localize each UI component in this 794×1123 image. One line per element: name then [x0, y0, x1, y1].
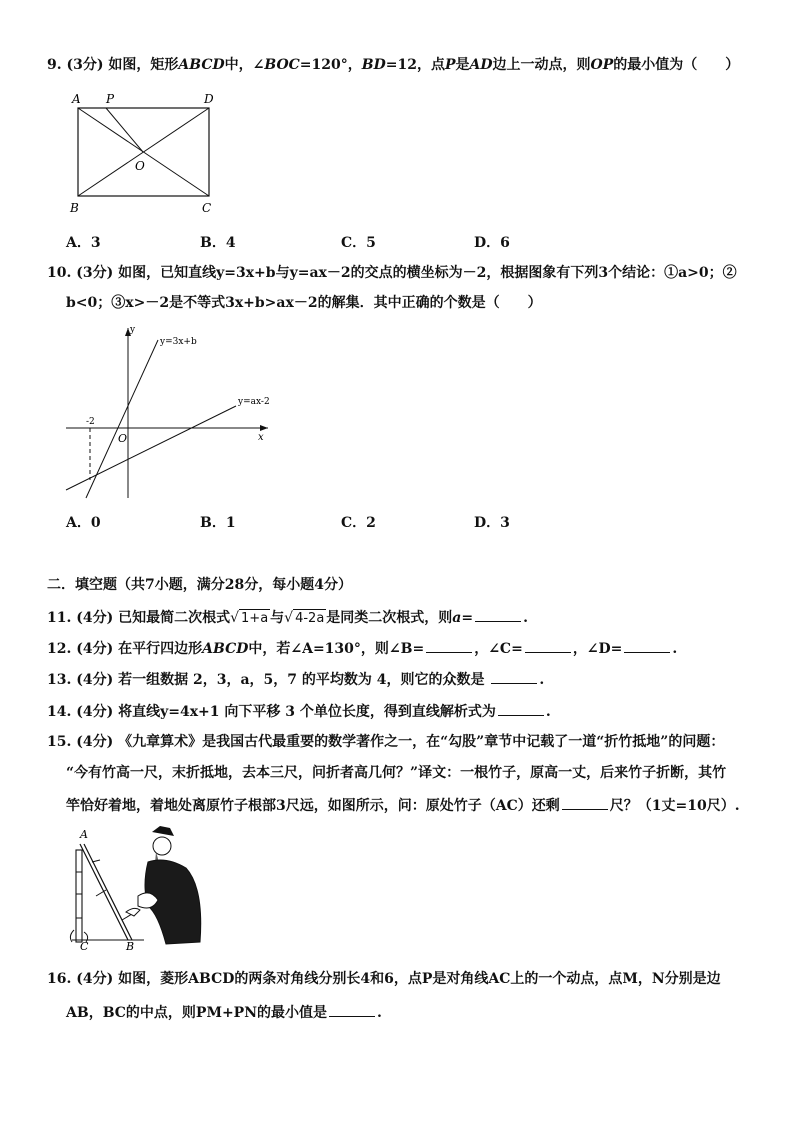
q10-line1: 如图，已知直线y=3x+b与y=ax－2的交点的横坐标为－2，根据图象有下列3个结论：①a>0；②: [118, 265, 737, 281]
radical-sign-icon: √: [284, 610, 294, 626]
choice-b[interactable]: B．1: [200, 515, 236, 531]
linear-graph-figure: [62, 322, 282, 507]
q9-text: 如图，矩形: [108, 57, 179, 73]
q10-line2: b<0；③x>－2是不等式3x+b>ax－2的解集．其中正确的个数是（ ）: [66, 295, 542, 311]
bamboo-stalk: [76, 850, 82, 942]
question-11: [47, 607, 528, 628]
question-14: [47, 701, 551, 721]
question-score: (4分): [76, 704, 114, 720]
origin-label: O: [118, 432, 128, 445]
q12-var: ABCD: [202, 641, 249, 657]
section-title: [47, 576, 352, 594]
choice-b[interactable]: B．4: [200, 235, 236, 251]
q11-text: 是同类二次根式，则: [326, 610, 453, 626]
question-number: 14.: [47, 704, 72, 720]
y-axis-label: y: [130, 325, 136, 335]
choice-c[interactable]: C．5: [341, 235, 376, 251]
q12-text: 在平行四边形: [118, 641, 203, 657]
question-number: 16.: [47, 971, 72, 987]
q15-line2: “今有竹高一尺，末折抵地，去本三尺，问折者高几何？”译文：一根竹子，原高一丈，后来竹子折断，其竹: [66, 765, 727, 781]
rectangle-figure: [62, 88, 232, 218]
line1-label: y=3x+b: [160, 337, 197, 347]
bamboo-broken-part: [80, 844, 128, 940]
q11-text: =: [461, 610, 474, 626]
q11-var: a: [452, 610, 462, 626]
question-number: 12.: [47, 641, 72, 657]
x-axis-arrow: [260, 425, 268, 431]
q9-var: BD: [361, 57, 386, 73]
radicand-2: 4-2a: [295, 611, 325, 626]
question-score: (3分): [66, 57, 104, 73]
q16-line1: 如图，菱形ABCD的两条对角线分别长4和6，点P是对角线AC上的一个动点，点M，N分别是边: [118, 971, 721, 987]
question-number: 9.: [47, 57, 62, 73]
q12-text: ，∠D=: [572, 641, 623, 657]
answer-blank[interactable]: [491, 669, 537, 684]
question-score: (4分): [76, 672, 114, 688]
q9-text: 是: [455, 57, 470, 73]
q15-line3b: 尺？（1丈=10尺）.: [609, 798, 740, 814]
question-number: 10.: [47, 265, 72, 281]
x-mark-label: -2: [86, 417, 95, 427]
q9-text: 边上一动点，则: [492, 57, 591, 73]
question-16-line1: [47, 970, 721, 988]
label-c: C: [80, 940, 89, 953]
q9-text: 的最小值为（ ）: [613, 57, 740, 73]
label-a: A: [72, 92, 81, 106]
q12-text: 中，若∠A=130°，则∠B=: [248, 641, 425, 657]
q13-text: 若一组数据 2，3，a，5，7 的平均数为 4，则它的众数是: [118, 672, 485, 688]
q11-text: 已知最简二次根式: [118, 610, 231, 626]
label-c: C: [202, 201, 212, 215]
q9-var: ABCD: [178, 57, 225, 73]
answer-blank[interactable]: [475, 607, 521, 622]
q13-end: .: [539, 672, 545, 688]
answer-blank-d[interactable]: [624, 638, 670, 653]
label-b: B: [126, 940, 135, 953]
section-2-title: 二．填空题（共7小题，满分28分，每小题4分）: [47, 577, 352, 593]
bamboo-broken-part: [84, 844, 132, 940]
question-score: (4分): [76, 641, 114, 657]
q11-text: 与: [270, 610, 285, 626]
question-score: (4分): [76, 734, 114, 750]
q12-text: ，∠C=: [474, 641, 523, 657]
question-12: [47, 638, 677, 658]
question-15-line2: [66, 764, 726, 782]
q9-text: =120°，: [299, 57, 362, 73]
q15-line1: 《九章算术》是我国古代最重要的数学著作之一，在“勾股”章节中记载了一道“折竹抵地”的问题：: [118, 734, 725, 750]
question-number: 15.: [47, 734, 72, 750]
choice-d[interactable]: D．6: [474, 235, 510, 251]
choice-d[interactable]: D．3: [474, 515, 510, 531]
q9-var: AD: [469, 57, 493, 73]
question-number: 11.: [47, 610, 72, 626]
scholar-head: [153, 837, 171, 855]
q9-var: BOC: [264, 57, 300, 73]
x-axis-label: x: [258, 432, 264, 443]
q12-end: .: [672, 641, 678, 657]
q9-text: =12，点: [385, 57, 445, 73]
question-13: [47, 669, 544, 689]
question-number: 13.: [47, 672, 72, 688]
bamboo-figure: [66, 822, 216, 954]
bamboo-leaf: [92, 860, 100, 862]
q14-end: .: [545, 704, 551, 720]
question-16-line2: [66, 1002, 382, 1022]
q15-line3a: 竿恰好着地，着地处离原竹子根部3尺远，如图所示，问：原处竹子（AC）还剩: [66, 798, 560, 814]
answer-blank-b[interactable]: [426, 638, 472, 653]
scholar-sleeve: [126, 908, 140, 916]
radicand-1: 1+a: [241, 611, 269, 626]
label-b: B: [70, 201, 79, 215]
answer-blank-c[interactable]: [525, 638, 571, 653]
label-d: D: [204, 92, 214, 106]
question-10-stem-line2: [66, 294, 542, 312]
question-score: (3分): [76, 265, 114, 281]
scholar-hat: [152, 826, 174, 836]
answer-blank[interactable]: [498, 701, 544, 716]
bamboo-leaf: [122, 914, 132, 920]
question-score: (4分): [76, 971, 114, 987]
radical-sign-icon: √: [230, 610, 240, 626]
answer-blank[interactable]: [329, 1002, 375, 1017]
q11-end: .: [523, 610, 528, 626]
q9-var: P: [444, 57, 456, 73]
q16-end: .: [377, 1005, 382, 1021]
question-15-line1: [47, 733, 724, 751]
q14-text: 将直线y=4x+1 向下平移 3 个单位长度，得到直线解析式为: [118, 704, 496, 720]
label-a: A: [80, 828, 88, 841]
q16-line2: AB，BC的中点，则PM+PN的最小值是: [66, 1005, 328, 1021]
question-9-stem: [47, 56, 739, 74]
line2-label: y=ax-2: [238, 397, 270, 407]
question-score: (4分): [76, 610, 114, 626]
label-p: P: [106, 92, 115, 106]
choice-a[interactable]: A．3: [66, 235, 101, 251]
question-15-line3: [66, 795, 740, 815]
q9-var: OP: [590, 57, 614, 73]
choice-c[interactable]: C．2: [341, 515, 376, 531]
choice-a[interactable]: A．0: [66, 515, 101, 531]
label-o: O: [135, 159, 145, 173]
question-10-stem: [47, 264, 737, 282]
q9-text: 中，∠: [224, 57, 265, 73]
answer-blank[interactable]: [562, 795, 608, 810]
